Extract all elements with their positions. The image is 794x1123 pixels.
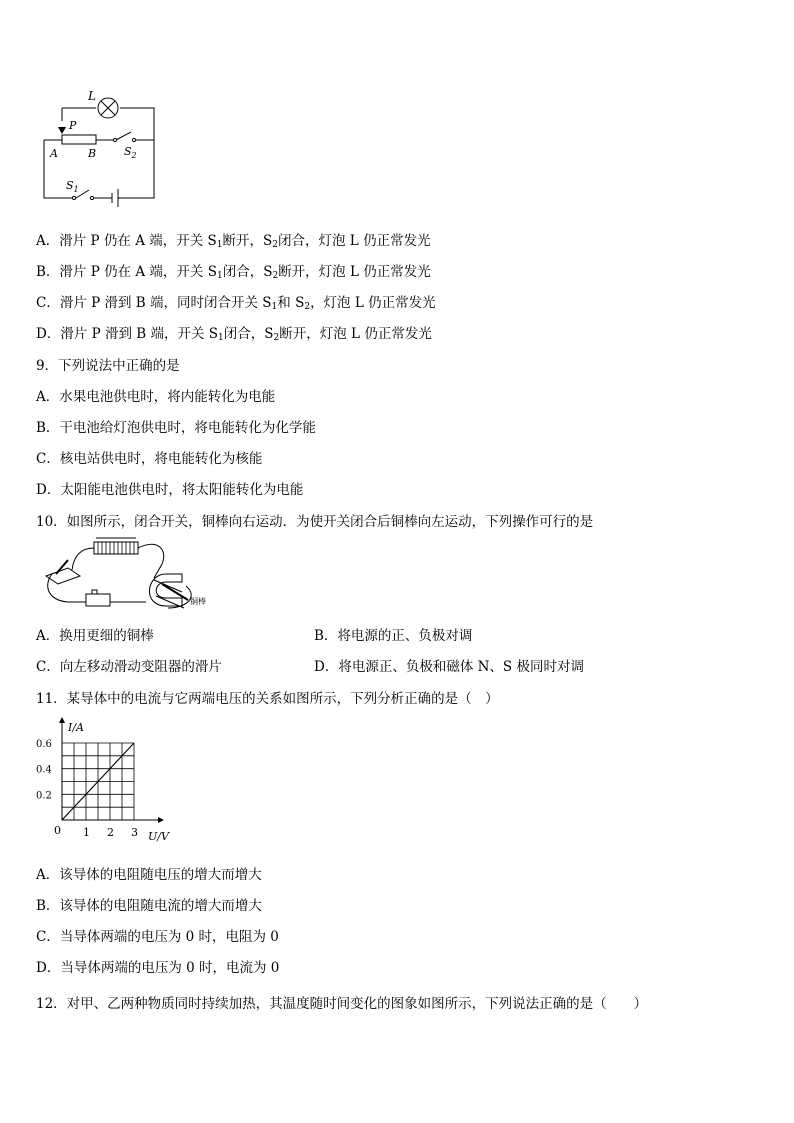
- switch2-label: $S_2$: [124, 145, 137, 160]
- x-tick-label: 2: [107, 826, 114, 839]
- q9-option-a: A．水果电池供电时，将内能转化为电能: [36, 389, 276, 405]
- x-tick-label: 3: [131, 826, 138, 839]
- q9-option-b: B．干电池给灯泡供电时，将电能转化为化学能: [36, 420, 316, 436]
- battery-terminal: [92, 590, 97, 594]
- q11-stem: 11．某导体中的电流与它两端电压的关系如图所示，下列分析正确的是（ ）: [36, 691, 499, 707]
- q8-option-d: D．滑片 P 滑到 B 端，开关 $S_1$闭合，$S_2$断开，灯泡 L 仍正常发光: [36, 326, 432, 343]
- y-axis-arrow: [59, 717, 65, 723]
- wire: [48, 574, 86, 602]
- x-axis-label: U/V: [148, 830, 169, 843]
- slider-arrow: [58, 127, 66, 134]
- x-tick-label: 1: [83, 826, 90, 839]
- q10-option-b: B．将电源的正、负极对调: [314, 628, 473, 644]
- q11-option-c: C．当导体两端的电压为 0 时，电阻为 0: [36, 929, 279, 945]
- end-a-label: A: [50, 147, 58, 160]
- q10-option-c: C．向左移动滑动变阻器的滑片: [36, 659, 222, 675]
- x-axis-arrow: [158, 817, 164, 823]
- q9-option-d: D．太阳能电池供电时，将太阳能转化为电能: [36, 482, 304, 498]
- q10-option-a: A．换用更细的铜棒: [36, 628, 154, 644]
- lamp-symbol: [98, 98, 118, 118]
- q10-option-d: D．将电源正、负极和磁体 N、S 极同时对调: [314, 659, 584, 675]
- q11-option-b: B．该导体的电阻随电流的增大而增大: [36, 898, 262, 914]
- rheostat-coil: [94, 542, 138, 554]
- q8-option-b: B．滑片 P 仍在 A 端，开关 $S_1$闭合，$S_2$断开，灯泡 L 仍正常发光: [36, 264, 431, 281]
- y-tick-label: 0.6: [36, 739, 52, 750]
- y-tick-label: 0.4: [36, 764, 52, 776]
- lamp-label: L: [88, 89, 96, 103]
- switch-s2: [116, 132, 131, 140]
- switch1-label: $S_1$: [66, 179, 79, 194]
- q9-option-c: C．核电站供电时，将电能转化为核能: [36, 451, 263, 467]
- copper-rod-label: 铜棒: [190, 597, 206, 606]
- circuit-diagram: [36, 84, 176, 219]
- wire: [138, 544, 164, 578]
- q10-apparatus-figure: [38, 534, 206, 616]
- y-tick-label: 0.2: [36, 790, 52, 802]
- iu-graph: [30, 718, 170, 848]
- q10-stem: 10．如图所示，闭合开关，铜棒向右运动．为使开关闭合后铜棒向左运动，下列操作可行的是: [36, 514, 594, 530]
- rheostat: [62, 135, 96, 144]
- q11-option-a: A．该导体的电阻随电压的增大而增大: [36, 867, 262, 883]
- q11-option-d: D．当导体两端的电压为 0 时，电流为 0: [36, 960, 280, 976]
- y-axis-label: I/A: [68, 721, 84, 734]
- q8-option-a: A．滑片 P 仍在 A 端，开关 $S_1$断开，$S_2$闭合，灯泡 L 仍正常发光: [36, 233, 431, 250]
- end-b-label: B: [88, 147, 97, 160]
- slider-label: P: [69, 119, 77, 132]
- wire: [72, 548, 94, 570]
- switch-lever: [56, 560, 68, 574]
- q9-stem: 9．下列说法中正确的是: [36, 358, 180, 374]
- q12-stem: 12．对甲、乙两种物质同时持续加热，其温度随时间变化的图象如图所示，下列说法正确的是（ ）: [36, 996, 648, 1012]
- q8-option-c: C．滑片 P 滑到 B 端，同时闭合开关 $S_1$和 $S_2$，灯泡 L 仍正常发光: [36, 295, 436, 312]
- battery: [86, 594, 110, 606]
- origin-label: 0: [54, 824, 61, 837]
